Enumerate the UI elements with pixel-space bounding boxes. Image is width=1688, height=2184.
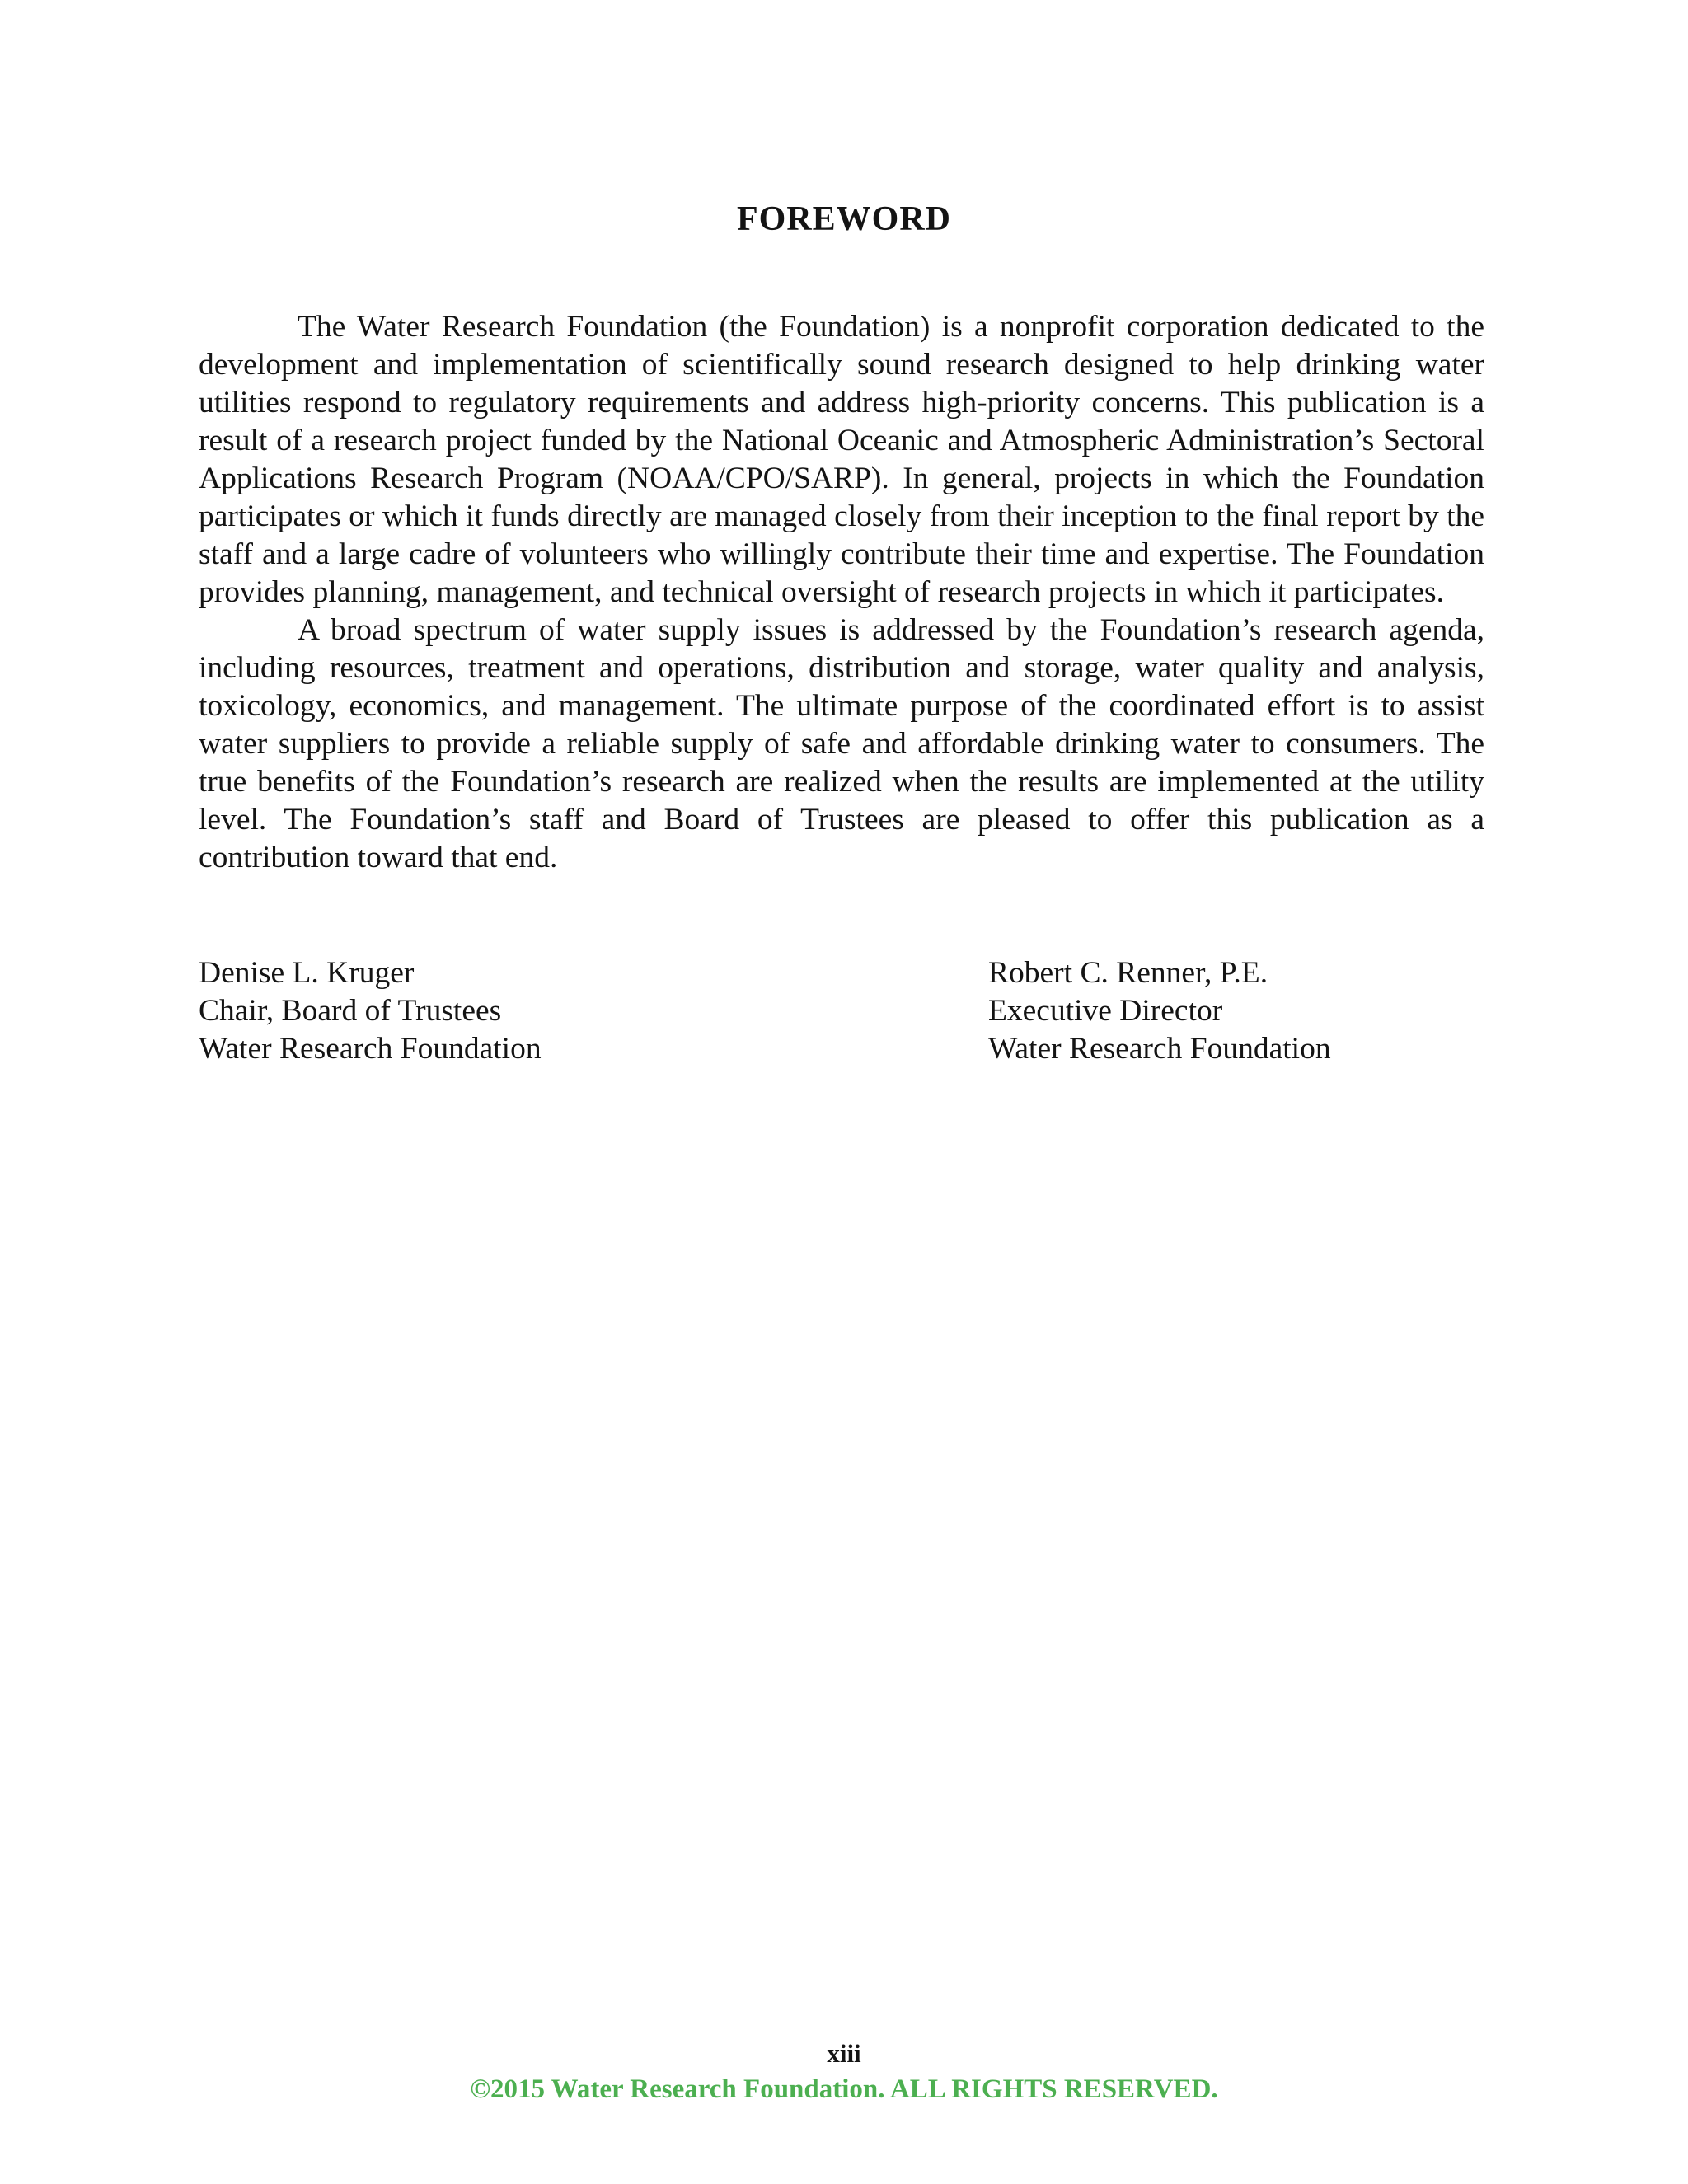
signature-block-left [199,954,542,1068]
signatory-name: Denise L. Kruger [199,956,415,990]
signatory-organization: Water Research Foundation [199,1032,542,1066]
page-number: xiii [827,2039,861,2068]
copyright-notice: ©2015 Water Research Foundation. ALL RIGHTS RESERVED. [470,2074,1218,2104]
signatory-role: Executive Director [988,994,1223,1028]
signatory-name: Robert C. Renner, P.E. [988,956,1268,990]
signatory-role: Chair, Board of Trustees [199,994,502,1028]
paragraph-2: A broad spectrum of water supply issues is addressed by the Foundation’s research agenda, including resources, treatment and operations, distribution and storage, water quality and analysis, toxicology, economics, and management. The ultimate purpose of the coordinated effort is to assist water suppliers to provide a reliable supply of safe and affordable drinking water to consumers. The true benefits of the Foundation’s research are realized when the results are implemented at the utility level. The Foundation’s staff and Board of Trustees are pleased to offer this publication as a contribution toward that end. [199,613,1484,874]
foreword-body [199,308,1484,877]
page-title: FOREWORD [737,200,951,238]
paragraph-1: The Water Research Foundation (the Foundation) is a nonprofit corporation dedicated to the development and implementation of scientifically sound research designed to help drinking water utilities respond to regulatory requirements and address high-priority concerns. This publication is a result of a research project funded by the National Oceanic and Atmospheric Administration’s Sectoral Applications Research Program (NOAA/CPO/SARP). In general, projects in which the Foundation participates or which it funds directly are managed closely from their inception to the final report by the staff and a large cadre of volunteers who willingly contribute their time and expertise. The Foundation provides planning, management, and technical oversight of research projects in which it participates. [199,310,1484,609]
signatory-organization: Water Research Foundation [988,1032,1331,1066]
signature-block-right [988,954,1331,1068]
